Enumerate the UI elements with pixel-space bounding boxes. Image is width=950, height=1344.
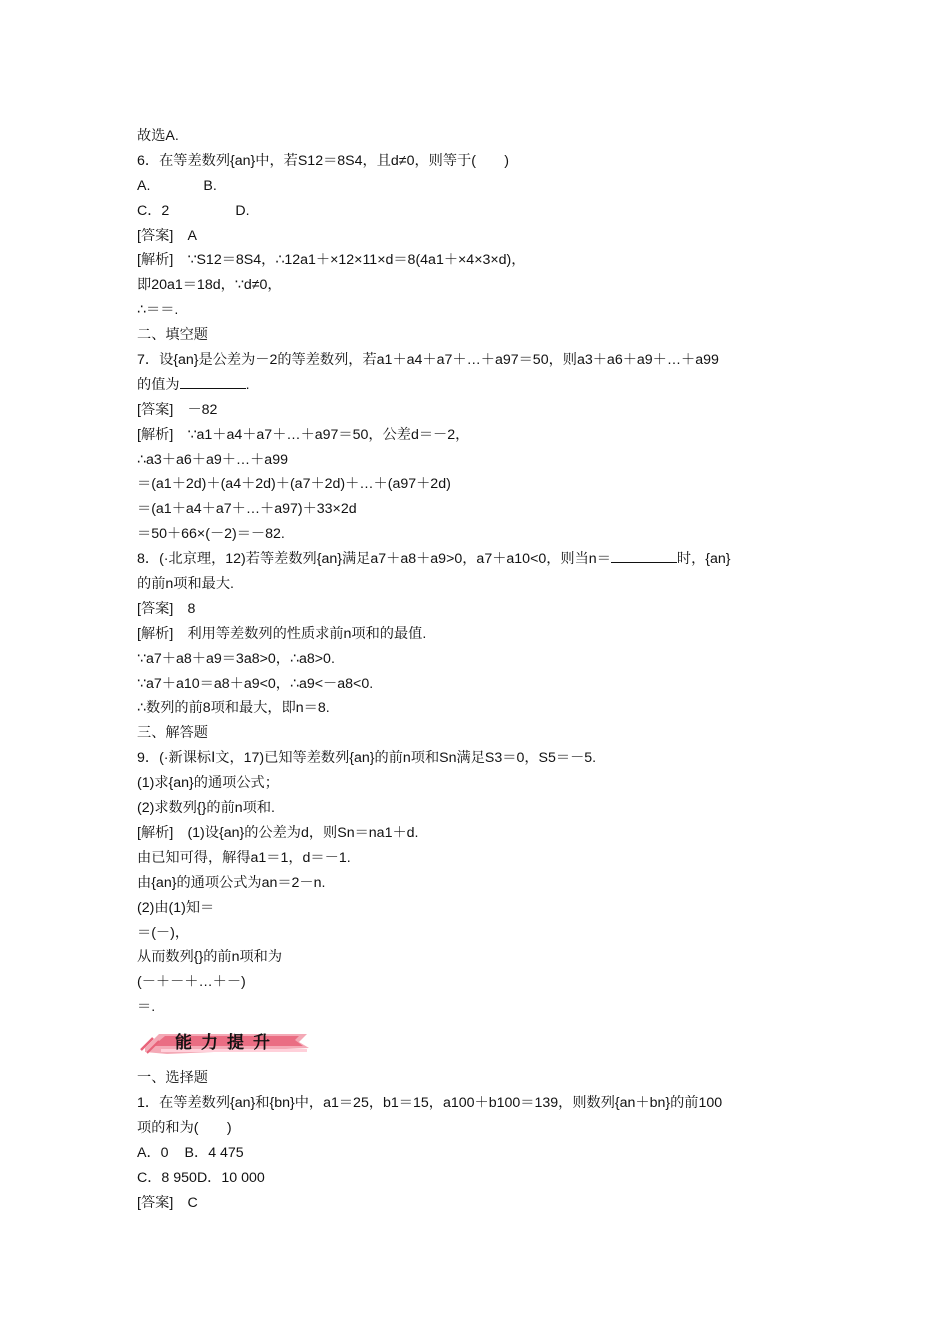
answer-line: [答案] －82: [137, 401, 218, 418]
analysis-line: [解析] (1)设{an}的公差为d，则Sn＝na1＋d.: [137, 824, 419, 841]
section-heading: 二、填空题: [137, 327, 208, 344]
question-1-cont: 项的和为( ): [137, 1119, 232, 1136]
choice-a: A．0: [137, 1144, 169, 1161]
choices-row: [137, 1141, 827, 1166]
text-line: ∵a7＋a8＋a9＝3a8>0，∴a8>0.: [137, 650, 335, 667]
text-line: 从而数列{}的前n项和为: [137, 949, 283, 966]
text-line: ∴＝＝.: [137, 302, 179, 319]
text-line: 故选A.: [137, 128, 179, 144]
text-fragment: 时，{an}: [676, 551, 731, 568]
analysis-line: [解析] ∵S12＝8S4，∴12a1＋×12×11×d＝8(4a1＋×4×3×d)，: [137, 252, 526, 269]
analysis-line: [解析] ∵a1＋a4＋a7＋…＋a97＝50，公差d＝－2，: [137, 426, 470, 443]
fill-blank: [180, 374, 246, 389]
choice-c: C．2: [137, 202, 170, 219]
question-1: 1．在等差数列{an}和{bn}中，a1＝25，b1＝15，a100＋b100＝139，则数列{an＋bn}的前100: [137, 1094, 723, 1111]
question-6: 6．在等差数列{an}中，若S12＝8S4，且d≠0，则等于( ): [137, 152, 510, 169]
text-line: ＝(－)，: [137, 924, 190, 941]
text-line: (2)由(1)知＝: [137, 899, 215, 916]
section-heading: 一、选择题: [137, 1070, 208, 1087]
answer-line: [答案] A: [137, 227, 197, 244]
banner-title: 能力提升: [175, 1033, 279, 1054]
text-line: ＝(a1＋a4＋a7＋…＋a97)＋33×2d: [137, 501, 357, 518]
section-banner: [137, 1024, 827, 1060]
text-line: (－＋－＋…＋－): [137, 974, 246, 991]
text-line: 即20a1＝18d，∵d≠0，: [137, 277, 282, 294]
answer-line: [答案] 8: [137, 600, 196, 617]
choice-b: B.: [203, 177, 217, 194]
choices-row: [137, 174, 827, 199]
text-fragment: .: [245, 376, 250, 393]
text-line: ∴a3＋a6＋a9＋…＋a99: [137, 451, 288, 468]
text-fragment: 的值为: [137, 376, 180, 393]
choice-a: A.: [137, 177, 151, 194]
question-8: [137, 547, 827, 572]
choice-d: D．10 000: [196, 1169, 265, 1186]
choices-row: [137, 1166, 827, 1191]
text-line: ＝50＋66×(－2)＝－82.: [137, 526, 285, 543]
text-line: ∴数列的前8项和最大，即n＝8.: [137, 700, 330, 717]
choice-b: B．4 475: [184, 1144, 244, 1161]
text-line: 由{an}的通项公式为an＝2－n.: [137, 874, 326, 891]
text-line: 由已知可得，解得a1＝1，d＝－1.: [137, 849, 351, 866]
fill-blank: [611, 548, 677, 563]
question-8-cont: 的前n项和最大.: [137, 576, 234, 593]
question-9: 9．(·新课标Ⅰ文，17)已知等差数列{an}的前n项和Sn满足S3＝0，S5＝－5.: [137, 750, 597, 767]
section-heading: 三、解答题: [137, 725, 208, 742]
choice-c: C．8 950: [137, 1169, 197, 1186]
document-page: [137, 124, 827, 1215]
answer-line: [答案] C: [137, 1194, 198, 1211]
text-line: ∵a7＋a10＝a8＋a9<0，∴a9<－a8<0.: [137, 675, 374, 692]
question-7-cont: [137, 373, 827, 398]
text-line: ＝(a1＋2d)＋(a4＋2d)＋(a7＋2d)＋…＋(a97＋2d): [137, 476, 451, 493]
choices-row: [137, 199, 827, 224]
text-line: (1)求{an}的通项公式；: [137, 775, 279, 792]
text-line: ＝.: [137, 999, 156, 1016]
text-fragment: 8．(·北京理，12)若等差数列{an}满足a7＋a8＋a9>0，a7＋a10<0，则当n＝: [137, 551, 611, 568]
choice-d: D.: [235, 202, 250, 219]
question-7: 7．设{an}是公差为－2的等差数列，若a1＋a4＋a7＋…＋a97＝50，则a3＋a6＋a9＋…＋a99: [137, 352, 719, 369]
analysis-line: [解析] 利用等差数列的性质求前n项和的最值.: [137, 625, 427, 642]
text-line: (2)求数列{}的前n项和.: [137, 800, 275, 817]
